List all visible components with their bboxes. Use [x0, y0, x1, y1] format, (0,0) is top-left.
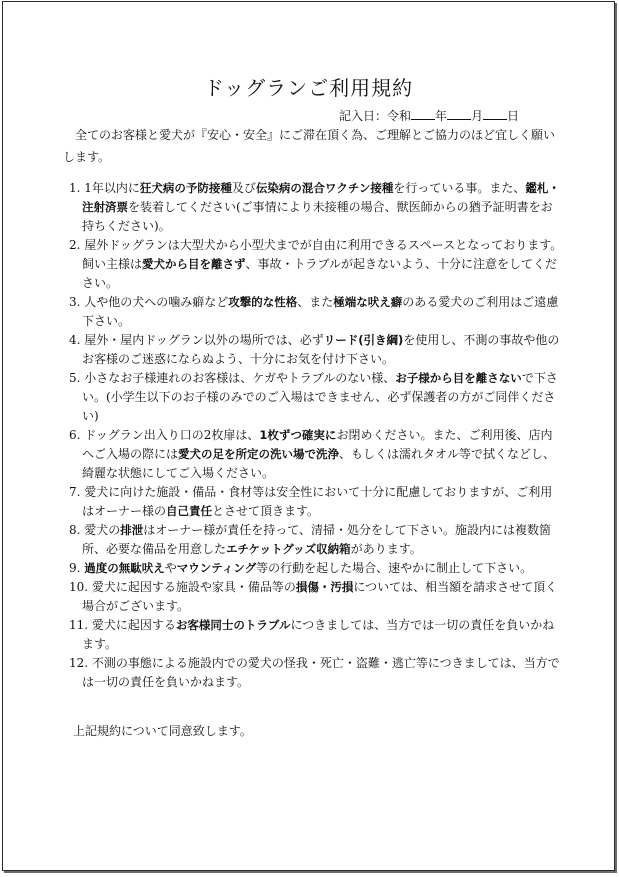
- rule-text: 、事故・トラブルが起きないよう、十分に注意をしてください。: [82, 257, 558, 290]
- rule-emphasis: 1枚ずつ確実に: [259, 428, 337, 442]
- rule-text: で下さい。(小学生以下のお子様のみでのご入場はできません、必ず保護者の方がご同伴ください): [82, 371, 558, 423]
- day-blank[interactable]: [483, 109, 507, 120]
- rule-emphasis: リード(引き綱): [323, 333, 404, 347]
- rule-number: 9.: [69, 561, 85, 575]
- rule-text: のある愛犬のご利用はご遠慮下さい。: [82, 295, 559, 328]
- rule-emphasis: 攻撃的な性格: [228, 295, 298, 309]
- rule-text: 愛犬に向けた施設・備品・食材等は安全性において十分に配慮しておりますが、ご利用はオーナー様の: [82, 485, 553, 518]
- year-blank[interactable]: [411, 109, 435, 120]
- rule-text: を行っている事。また、: [393, 181, 526, 195]
- rule-number: 11.: [69, 618, 92, 632]
- rule-item: [69, 521, 563, 559]
- month-blank[interactable]: [447, 109, 471, 120]
- rule-item: [69, 331, 563, 369]
- rule-emphasis: 損傷・汚損: [295, 580, 354, 594]
- rule-emphasis: 愛犬の足を所定の洗い場で洗浄: [178, 447, 340, 461]
- rule-number: 12.: [69, 656, 92, 670]
- rule-text: については、相当額を請求させて頂く場合がございます。: [82, 580, 558, 613]
- rule-text: 1年以内に: [84, 181, 140, 195]
- rule-text: はオーナー様が責任を持って、清掃・処分をして下さい。施設内には複数箇所、必要な備品を用意した: [82, 523, 552, 556]
- rule-text: 人や他の犬への噛み癖など: [84, 295, 229, 309]
- rule-number: 2.: [69, 238, 85, 252]
- rule-text: があります。: [350, 542, 422, 556]
- rule-text: 及び: [231, 181, 256, 195]
- rule-number: 10.: [69, 580, 92, 594]
- entry-date-line: [339, 107, 519, 124]
- year-label: 年: [435, 109, 448, 123]
- rule-item: [69, 179, 563, 236]
- rule-text: 愛犬の: [84, 523, 121, 537]
- rule-item: [69, 426, 563, 483]
- rule-item: [69, 236, 563, 293]
- rule-emphasis: 愛犬から目を離さず: [142, 257, 246, 271]
- rule-text: とさせて頂きます。: [212, 504, 320, 518]
- month-label: 月: [471, 109, 484, 123]
- rule-emphasis: お子様から目を離さない: [395, 371, 522, 385]
- rule-emphasis: 極端な吠え癖: [333, 295, 403, 309]
- rule-emphasis: お客様同士のトラブル: [175, 618, 291, 632]
- page-title: ドッグランご利用規約: [203, 76, 414, 100]
- rule-number: 1.: [69, 181, 85, 195]
- rule-item: [69, 369, 563, 426]
- rule-text: 小さなお子様連れのお客様は、ケガやトラブルのない様、: [84, 371, 396, 385]
- rule-text: 、また: [297, 295, 334, 309]
- rule-number: 3.: [69, 295, 85, 309]
- rule-emphasis: 排泄: [120, 523, 144, 537]
- rule-text: を使用し、不測の事故や他のお客様のご迷惑にならぬよう、十分にお気を付け下さい。: [82, 333, 560, 366]
- rule-emphasis: 狂犬病の予防接種: [139, 181, 232, 195]
- rule-text: 愛犬に起因する: [91, 618, 176, 632]
- rule-text: を装着してください(ご事情により未接種の場合、獣医師からの猶予証明書をお持ちください)。: [82, 200, 553, 233]
- rule-number: 8.: [69, 523, 85, 537]
- rule-text: につきましては、当方では一切の責任を負いかねます。: [82, 618, 555, 651]
- intro-paragraph: 全てのお客様と愛犬が『安心・安全』にご滞在頂く為、ご理解とご協力のほど宜しく願いします。: [63, 128, 556, 164]
- rule-item: [69, 578, 563, 616]
- rule-number: 4.: [69, 333, 85, 347]
- rule-number: 7.: [69, 485, 85, 499]
- rule-text: お閉めください。また、ご利用後、店内へご入場の際には: [82, 428, 553, 461]
- rule-text: 愛犬に起因する施設や家具・備品等の: [91, 580, 296, 594]
- rule-item: [69, 616, 563, 654]
- rule-number: 6.: [69, 428, 85, 442]
- rule-item: [69, 654, 563, 692]
- rule-item: [69, 483, 563, 521]
- document-page: [2, 1, 615, 871]
- rules-list: [69, 179, 563, 692]
- rule-item: [69, 559, 563, 578]
- rule-number: 5.: [69, 371, 85, 385]
- rule-item: [69, 293, 563, 331]
- day-label: 日: [507, 109, 520, 123]
- rule-text: 屋外ドッグランは大型犬から小型犬までが自由に利用できるスペースとなっております。飼い主様は: [82, 238, 563, 271]
- rule-emphasis: 自己責任: [166, 504, 213, 518]
- rule-text: 屋外・屋内ドッグラン以外の場所では、必ず: [84, 333, 324, 347]
- rule-emphasis: エチケットグッズ収納箱: [226, 542, 351, 556]
- rule-text: や: [164, 561, 177, 575]
- rule-emphasis: マウンティング: [176, 561, 257, 575]
- rule-text: 不測の事態による施設内での愛犬の怪我・死亡・盗難・逃亡等につきましては、当方では一切の責任を負いかねます。: [82, 656, 560, 689]
- rule-text: ドッグラン出入り口の2枚扉は、: [84, 428, 260, 442]
- rule-text: 、もしくは濡れタオル等で拭くなどし、綺麗な状態にしてご入場ください。: [82, 447, 556, 480]
- rule-emphasis: 伝染病の混合ワクチン接種: [255, 181, 394, 195]
- rule-emphasis: 過度の無駄吠え: [84, 561, 165, 575]
- date-label: 記入日：令和: [339, 109, 412, 123]
- agreement-statement: 上記規約について同意致します。: [73, 724, 252, 738]
- rule-emphasis: 鑑札・注射済票: [82, 181, 560, 214]
- rule-text: 等の行動を起した場合、速やかに制止して下さい。: [256, 561, 533, 575]
